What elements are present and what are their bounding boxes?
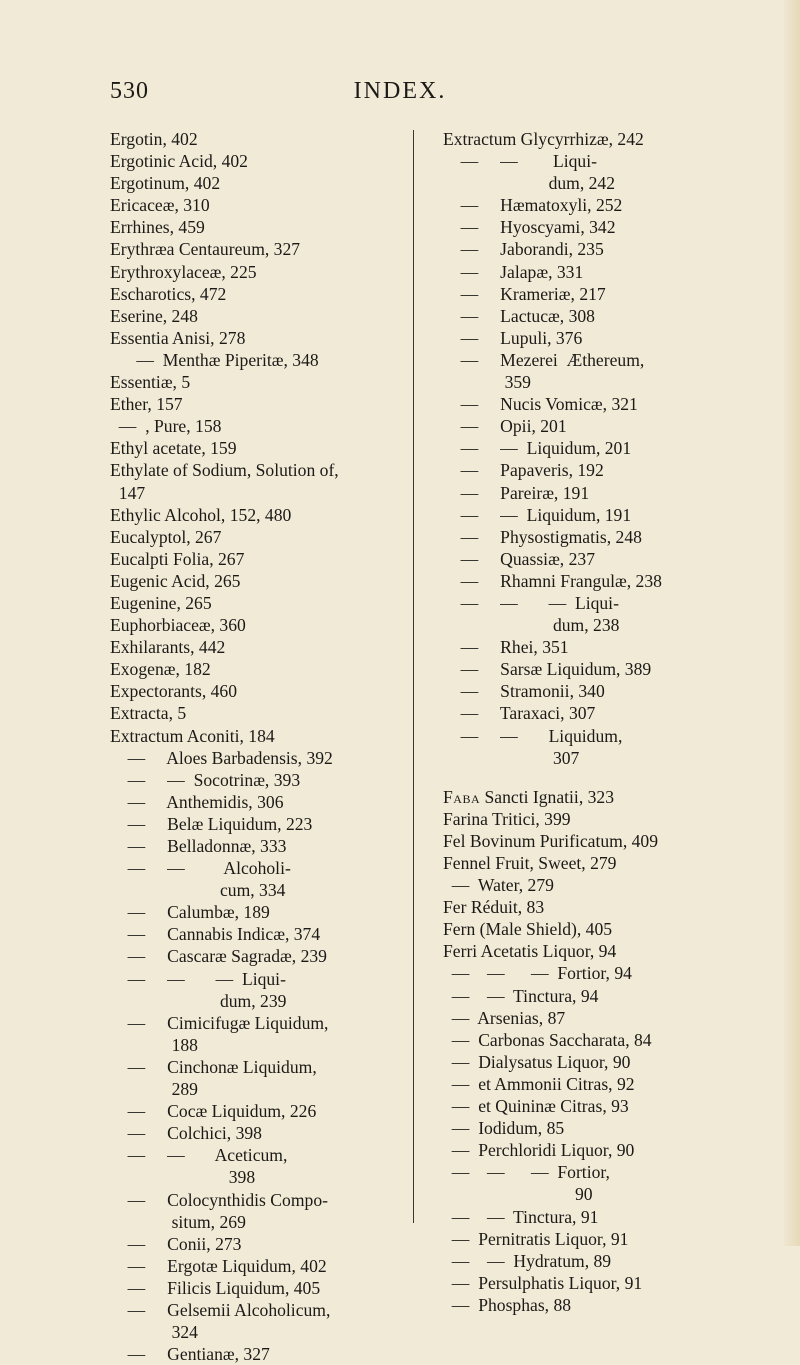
index-entry: — Dialysatus Liquor, 90 <box>443 1051 631 1072</box>
index-entry: — Cascaræ Sagradæ, 239 <box>110 946 327 967</box>
index-entry: Exogenæ, 182 <box>110 659 211 680</box>
index-entry: — — Liqui- <box>443 151 597 172</box>
index-entry: Eugenic Acid, 265 <box>110 570 241 591</box>
index-entry: — — Tinctura, 94 <box>443 985 599 1006</box>
index-entry: — Rhei, 351 <box>443 637 569 658</box>
page-edge <box>784 0 800 1246</box>
index-entry: — Gelsemii Alcoholicum, <box>110 1299 331 1320</box>
index-entry: dum, 239 <box>110 990 287 1011</box>
index-entry: — — Liquidum, 191 <box>443 504 632 525</box>
page-header <box>0 78 800 118</box>
index-entry: Ferri Acetatis Liquor, 94 <box>443 941 617 962</box>
index-entry: — — — Liqui- <box>110 968 286 989</box>
index-entry: — Opii, 201 <box>443 416 567 437</box>
index-entry: — Quassiæ, 237 <box>443 548 595 569</box>
index-entry: Erythroxylaceæ, 225 <box>110 261 257 282</box>
index-entry: Ergotinic Acid, 402 <box>110 151 248 172</box>
index-entry: — — Socotrinæ, 393 <box>110 769 301 790</box>
index-entry: — Iodidum, 85 <box>443 1118 565 1139</box>
index-entry: — Colchici, 398 <box>110 1123 262 1144</box>
index-entry: 324 <box>110 1322 198 1343</box>
index-entry: Fern (Male Shield), 405 <box>443 919 613 940</box>
index-entry: Fel Bovinum Purificatum, 409 <box>443 830 659 851</box>
index-entry: — Carbonas Saccharata, 84 <box>443 1029 652 1050</box>
index-entry: — — Liquidum, 201 <box>443 438 632 459</box>
index-entry: Errhines, 459 <box>110 217 205 238</box>
index-entry: — Phosphas, 88 <box>443 1294 572 1315</box>
index-entry: — Hyoscyami, 342 <box>443 217 616 238</box>
index-entry: — Physostigmatis, 248 <box>443 526 642 547</box>
column-divider <box>413 130 414 1223</box>
extractum-entries <box>427 128 779 769</box>
index-entry: Ericaceæ, 310 <box>110 195 210 216</box>
index-entry: — Stramonii, 340 <box>443 681 605 702</box>
index-entry: — Aloes Barbadensis, 392 <box>110 747 333 768</box>
running-title: INDEX. <box>353 78 447 104</box>
index-entry: Essentiæ, 5 <box>110 372 191 393</box>
index-entry: — Gentianæ, 327 <box>110 1344 270 1365</box>
index-entry: — et Quininæ Citras, 93 <box>443 1096 629 1117</box>
index-entry: — Belæ Liquidum, 223 <box>110 813 313 834</box>
index-entry: 289 <box>110 1079 198 1100</box>
index-entry: Exhilarants, 442 <box>110 637 226 658</box>
index-entry: — Lupuli, 376 <box>443 327 583 348</box>
index-entry: — Belladonnæ, 333 <box>110 836 287 856</box>
faba-rest: Sancti Ignatii, 323 <box>480 786 615 807</box>
index-entry: — — Alcoholi- <box>110 858 291 879</box>
index-entry: — Arsenias, 87 <box>443 1007 566 1028</box>
index-entry: 90 <box>443 1184 593 1205</box>
index-entry: — Mezerei Æthereum, <box>443 349 645 370</box>
index-entry: — Lactucæ, 308 <box>443 305 595 326</box>
index-entry: — Papaveris, 192 <box>443 460 604 481</box>
index-entry: — Rhamni Frangulæ, 238 <box>443 570 662 591</box>
index-entry: 188 <box>110 1034 198 1055</box>
index-entry: — Jaborandi, 235 <box>443 239 604 260</box>
index-entry: dum, 242 <box>443 173 616 194</box>
index-entry: Extracta, 5 <box>110 703 187 724</box>
index-entry: — Calumbæ, 189 <box>110 902 270 923</box>
index-entry: — — Liquidum, <box>443 725 623 746</box>
index-entry: 307 <box>443 747 580 768</box>
index-entry: Ethyl acetate, 159 <box>110 438 237 459</box>
index-entry: — — Hydratum, 89 <box>443 1250 612 1271</box>
index-entry: Eugenine, 265 <box>110 592 212 613</box>
index-entry: — Cimicifugæ Liquidum, <box>110 1012 329 1033</box>
index-entry: cum, 334 <box>110 880 286 901</box>
index-entry: Farina Tritici, 399 <box>443 808 571 829</box>
index-entry: Ergotinum, 402 <box>110 173 221 194</box>
index-entry: — Filicis Liquidum, 405 <box>110 1277 321 1298</box>
index-entry: — Krameriæ, 217 <box>443 283 606 304</box>
index-entry: Essentia Anisi, 278 <box>110 327 246 348</box>
index-entry: Eucalpti Folia, 267 <box>110 548 245 569</box>
index-entry: — — Tinctura, 91 <box>443 1206 599 1227</box>
index-entry: Euphorbiaceæ, 360 <box>110 615 246 636</box>
index-entry: — et Ammonii Citras, 92 <box>443 1073 635 1094</box>
index-entry: — Pernitratis Liquor, 91 <box>443 1228 629 1249</box>
index-entry: — Cannabis Indicæ, 374 <box>110 924 321 945</box>
index-entry: 398 <box>110 1167 256 1188</box>
left-index-column <box>110 128 410 1365</box>
index-entry: Fer Réduit, 83 <box>443 897 545 918</box>
index-entry: Fennel Fruit, Sweet, 279 <box>443 853 617 873</box>
index-entry: — Persulphatis Liquor, 91 <box>443 1272 643 1293</box>
index-entry: Eserine, 248 <box>110 305 198 326</box>
page-number: 530 <box>110 78 149 104</box>
section-gap <box>427 769 779 786</box>
index-entry: — , Pure, 158 <box>110 416 222 437</box>
index-entry: Expectorants, 460 <box>110 681 238 702</box>
index-entry: — Cocæ Liquidum, 226 <box>110 1101 317 1122</box>
index-entry: Ether, 157 <box>110 394 183 415</box>
index-entry: — Sarsæ Liquidum, 389 <box>443 659 652 680</box>
index-entry: 147 <box>110 482 146 503</box>
index-entry: Ergotin, 402 <box>110 129 198 149</box>
index-entry: — — — Liqui- <box>443 592 619 613</box>
index-entry: situm, 269 <box>110 1211 246 1232</box>
index-entry: — Menthæ Piperitæ, 348 <box>110 349 319 370</box>
index-entry: Ethylate of Sodium, Solution of, <box>110 460 339 481</box>
index-entry: Extractum Aconiti, 184 <box>110 725 275 746</box>
index-entry <box>427 786 779 808</box>
index-entry: Extractum Glycyrrhizæ, 242 <box>443 129 644 149</box>
index-entry: — — Aceticum, <box>110 1145 288 1166</box>
index-entry: — Water, 279 <box>443 875 554 896</box>
index-entry: — Cinchonæ Liquidum, <box>110 1056 317 1077</box>
index-entry: — Conii, 273 <box>110 1233 242 1254</box>
index-entry: Ethylic Alcohol, 152, 480 <box>110 504 292 525</box>
index-entry: Escharotics, 472 <box>110 283 227 304</box>
index-entry: Eucalyptol, 267 <box>110 526 222 547</box>
index-entry: — — — Fortior, <box>443 1162 610 1183</box>
right-index-column <box>427 128 779 1316</box>
index-entry: — Anthemidis, 306 <box>110 791 284 812</box>
index-entry: — Jalapæ, 331 <box>443 261 584 282</box>
index-entry: — Taraxaci, 307 <box>443 703 596 724</box>
index-entry: Erythræa Centaureum, 327 <box>110 239 301 260</box>
index-entry: — Colocynthidis Compo- <box>110 1189 328 1210</box>
index-entry: — Perchloridi Liquor, 90 <box>443 1140 635 1161</box>
index-entry: 359 <box>443 372 531 393</box>
f-entries <box>427 808 779 1316</box>
faba-smallcaps: Faba <box>443 786 481 807</box>
index-entry: — Hæmatoxyli, 252 <box>443 195 623 216</box>
index-entry: dum, 238 <box>443 615 620 636</box>
index-entry: — — — Fortior, 94 <box>443 963 632 984</box>
index-entry: — Ergotæ Liquidum, 402 <box>110 1255 327 1276</box>
index-entry: — Pareiræ, 191 <box>443 482 590 503</box>
index-entry: — Nucis Vomicæ, 321 <box>443 394 638 415</box>
